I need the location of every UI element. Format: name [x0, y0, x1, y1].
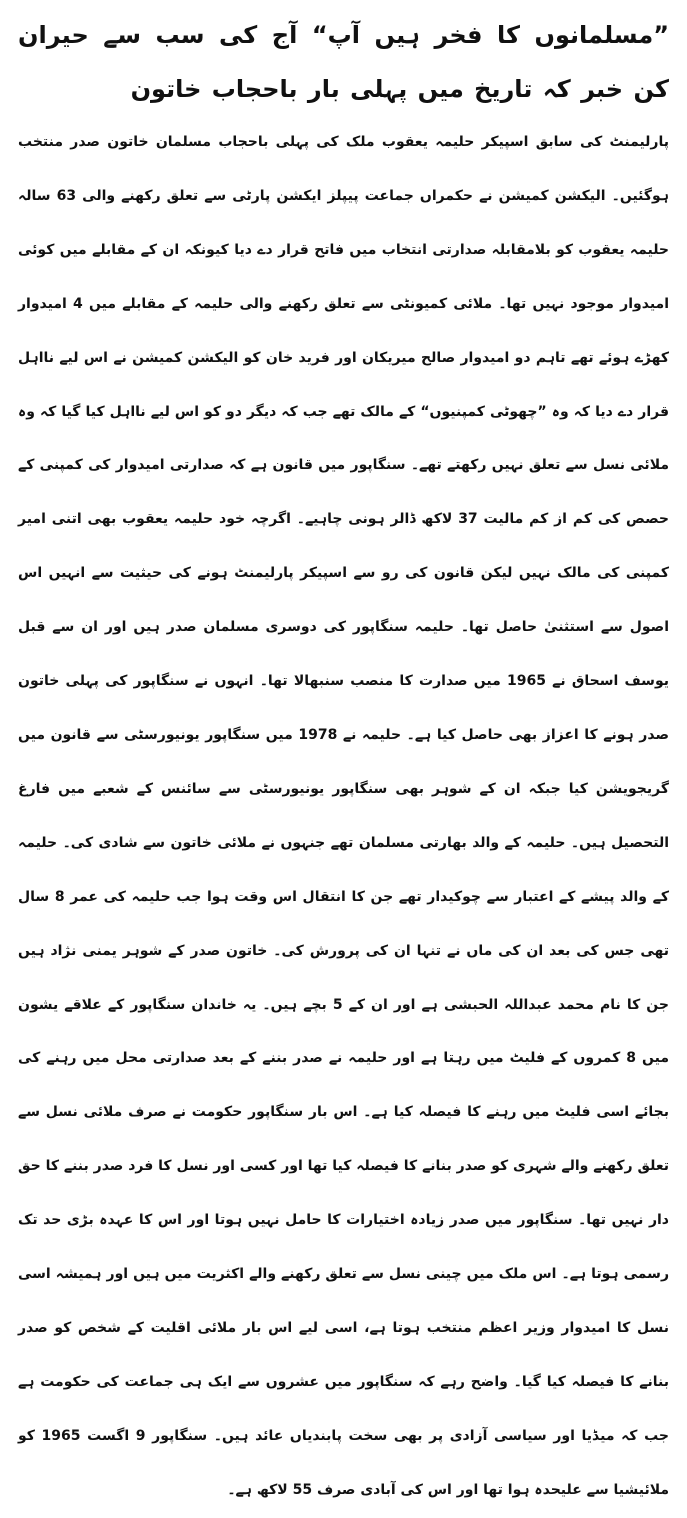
article-title: ”مسلمانوں کا فخر ہیں آپ“ آج کی سب سے حیران کن خبر کہ تاریخ میں پہلی بار باحجاب خاتون	[18, 21, 669, 103]
article-body: پارلیمنٹ کی سابق اسپیکر حلیمہ یعقوب ملک کی پہلی باحجاب مسلمان خاتون صدر منتخب ہوگئیں۔ الیکشن کمیشن نے حکمراں جماعت پیپلز ایکشن پارٹی سے تعلق رکھنے والی 63 سالہ حلیمہ یعقوب کو بلامقابلہ صدارتی انتخاب میں فاتح قرار دے دیا کیونکہ ان کے مقابلے میں کوئی امیدوار موجود نہیں تھا۔ ملائی کمیونٹی سے تعلق رکھنے والی حلیمہ کے مقابلے میں 4 امیدوار کھڑے ہوئے تھے تاہم دو امیدوار صالح میریکان اور فرید خان کو الیکشن کمیشن نے اس لیے نااہل قرار دے دیا کہ وہ ”چھوٹی کمپنیوں“ کے مالک تھے جب کہ دیگر دو کو اس لیے نااہل کیا گیا کہ وہ ملائی نسل سے تعلق نہیں رکھتے تھے۔ سنگاپور میں قانون ہے کہ صدارتی امیدوار کی کمپنی کے حصص کی کم از کم مالیت 37 لاکھ ڈالر ہونی چاہیے۔ اگرچہ خود حلیمہ یعقوب بھی اتنی امیر کمپنی کی مالک نہیں لیکن قانون کی رو سے اسپیکر پارلیمنٹ ہونے کی حیثیت سے انہیں اس اصول سے استثنیٰ حاصل تھا۔ حلیمہ سنگاپور کی دوسری مسلمان صدر ہیں اور ان سے قبل یوسف اسحاق نے 1965 میں صدارت کا منصب سنبھالا تھا۔ انہوں نے سنگاپور کی پہلی خاتون صدر ہونے کا اعزاز بھی حاصل کیا ہے۔ حلیمہ نے 1978 میں سنگاپور یونیورسٹی سے قانون میں گریجویشن کیا جبکہ ان کے شوہر بھی سنگاپور یونیورسٹی سے سائنس کے شعبے میں فارغ التحصیل ہیں۔ حلیمہ کے والد بھارتی مسلمان تھے جنہوں نے ملائی خاتون سے شادی کی۔ حلیمہ کے والد پیشے کے اعتبار سے چوکیدار تھے جن کا انتقال اس وقت ہوا جب حلیمہ کی عمر 8 سال تھی جس کی بعد ان کی ماں نے تنہا ان کی پرورش کی۔ خاتون صدر کے شوہر یمنی نژاد ہیں جن کا نام محمد عبداللہ الحبشی ہے اور ان کے 5 بچے ہیں۔ یہ خاندان سنگاپور کے علاقے یشون میں 8 کمروں کے فلیٹ میں رہتا ہے اور حلیمہ نے صدر بننے کے بعد صدارتی محل میں رہنے کی بجائے اسی فلیٹ میں رہنے کا فیصلہ کیا ہے۔ اس بار سنگاپور حکومت نے صرف ملائی نسل سے تعلق رکھنے والے شہری کو صدر بنانے کا فیصلہ کیا تھا اور کسی اور نسل کا فرد صدر بننے کا حق دار نہیں تھا۔ سنگاپور میں صدر زیادہ اختیارات کا حامل نہیں ہوتا اور اس کا عہدہ بڑی حد تک رسمی ہوتا ہے۔ اس ملک میں چینی نسل سے تعلق رکھنے والے اکثریت میں ہیں اور ہمیشہ اسی نسل کا امیدوار وزیر اعظم منتخب ہوتا ہے، اسی لیے اس بار ملائی اقلیت کے شخص کو صدر بنانے کا فیصلہ کیا گیا۔ واضح رہے کہ سنگاپور میں عشروں سے ایک ہی جماعت کی حکومت ہے جب کہ میڈیا اور سیاسی آزادی پر بھی سخت پابندیاں عائد ہیں۔ سنگاپور 9 اگست 1965 کو ملائیشیا سے علیحدہ ہوا تھا اور اس کی آبادی صرف 55 لاکھ ہے۔	[18, 134, 670, 1498]
